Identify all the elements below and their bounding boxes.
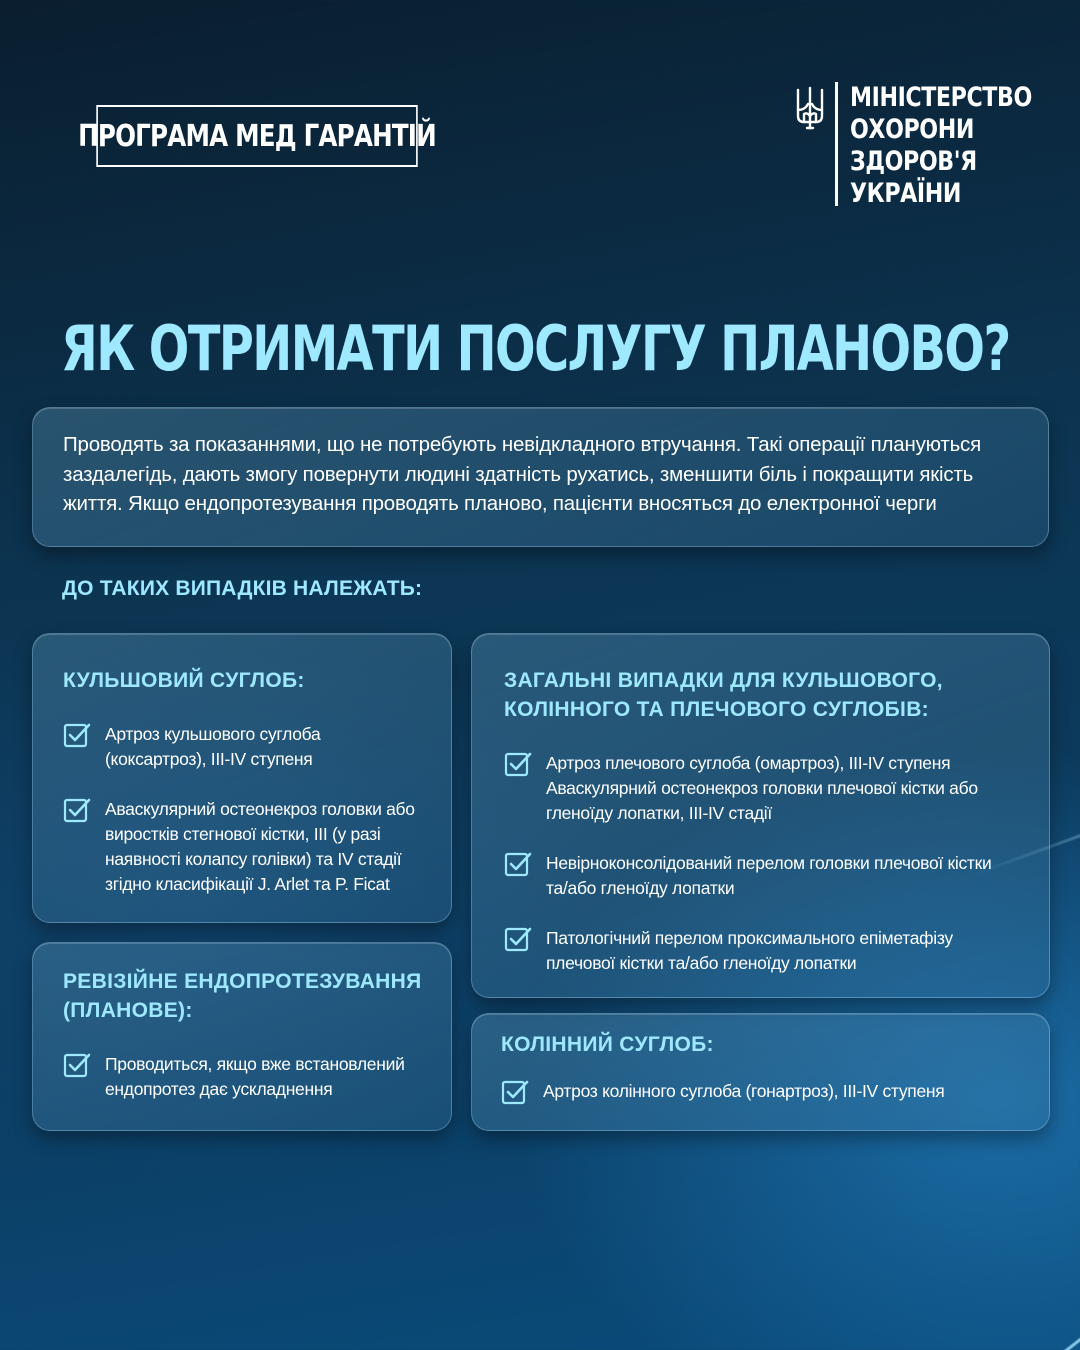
item-line: Аваскулярний остеонекроз головки або xyxy=(105,799,415,819)
checkbox-checked-icon xyxy=(501,1078,529,1106)
hip-joint-card xyxy=(32,633,452,923)
list-item xyxy=(501,1079,1029,1111)
ministry-line: МІНІСТЕРСТВО xyxy=(850,82,1032,113)
checkbox-checked-icon xyxy=(504,750,532,778)
intro-text xyxy=(63,430,1020,519)
item-text xyxy=(546,926,953,976)
trident-icon xyxy=(795,86,825,132)
ministry-name xyxy=(850,82,1072,210)
card-title-line: КОЛІННОГО ТА ПЛЕЧОВОГО СУГЛОБІВ: xyxy=(504,698,929,721)
item-line: та/або гленоїду лопатки xyxy=(546,878,735,898)
checkbox-checked-icon xyxy=(63,721,91,749)
item-line: Артроз кульшового суглоба xyxy=(105,724,321,744)
ministry-line: ЗДОРОВ'Я xyxy=(850,146,977,177)
item-line: Артроз плечового суглоба (омартроз), III-IV ступеня xyxy=(546,753,951,773)
cases-heading: ДО ТАКИХ ВИПАДКІВ НАЛЕЖАТЬ: xyxy=(62,577,423,600)
checkbox-checked-icon xyxy=(63,1051,91,1079)
ministry-line: ОХОРОНИ xyxy=(850,114,974,145)
ministry-logo xyxy=(795,82,1072,210)
item-line: гленоїду лопатки, III-IV стадії xyxy=(546,803,772,823)
item-line: Проводиться, якщо вже встановлений xyxy=(105,1054,405,1074)
card-title: КУЛЬШОВИЙ СУГЛОБ: xyxy=(63,669,305,692)
item-text xyxy=(546,751,978,826)
card-title: КОЛІННИЙ СУГЛОБ: xyxy=(501,1033,714,1056)
item-line: плечової кістки та/або гленоїду лопатки xyxy=(546,953,857,973)
item-text xyxy=(546,851,991,901)
card-title xyxy=(504,666,1029,724)
list-item xyxy=(504,926,1029,976)
item-text xyxy=(105,1052,405,1102)
program-label: ПРОГРАМА МЕД ГАРАНТІЙ xyxy=(78,118,436,154)
card-title-line: (ПЛАНОВЕ): xyxy=(63,999,193,1022)
item-line: (коксартроз), III-IV ступеня xyxy=(105,749,313,769)
card-title-line: ЗАГАЛЬНІ ВИПАДКИ ДЛЯ КУЛЬШОВОГО, xyxy=(504,669,943,692)
list-item xyxy=(63,797,431,897)
logo-divider xyxy=(835,82,838,206)
light-streak xyxy=(709,1307,1080,1350)
item-line: Артроз колінного суглоба (гонартроз), III-IV ступеня xyxy=(543,1081,945,1101)
item-line: ендопротез дає ускладнення xyxy=(105,1079,333,1099)
card-title-line: РЕВІЗІЙНЕ ЕНДОПРОТЕЗУВАННЯ xyxy=(63,970,422,993)
item-text xyxy=(105,722,320,772)
intro-line: Проводять за показаннями, що не потребують невідкладного втручання. Такі операції плануються xyxy=(63,433,981,456)
general-cases-card xyxy=(471,633,1050,998)
item-line: Невірноконсолідований перелом головки плечової кістки xyxy=(546,853,992,873)
list-item xyxy=(504,751,1029,826)
item-line: згідно класифікації J. Arlet та P. Ficat xyxy=(105,874,390,894)
item-line: Аваскулярний остеонекроз головки плечової кістки або xyxy=(546,778,978,798)
item-line: Патологічний перелом проксимального епіметафізу xyxy=(546,928,953,948)
page-title: ЯК ОТРИМАТИ ПОСЛУГУ ПЛАНОВО? xyxy=(61,312,1010,385)
list-item xyxy=(63,1052,431,1102)
item-text xyxy=(543,1079,944,1104)
intro-line: життя. Якщо ендопротезування проводять планово, пацієнти вносяться до електронної черги xyxy=(63,492,937,515)
knee-joint-card xyxy=(471,1013,1050,1131)
light-streak xyxy=(883,1337,1080,1350)
list-item xyxy=(504,851,1029,901)
checkbox-checked-icon xyxy=(504,925,532,953)
revision-card xyxy=(32,942,452,1131)
intro-card xyxy=(32,407,1049,547)
program-label-box xyxy=(78,105,436,167)
item-line: наявності колапсу голівки) та IV стадії xyxy=(105,849,402,869)
intro-line: заздалегідь, дають змогу повернути людині здатність рухатись, зменшити біль і покращити якість xyxy=(63,462,974,486)
card-title xyxy=(63,967,431,1025)
ministry-line: УКРАЇНИ xyxy=(850,178,961,209)
item-text xyxy=(105,797,415,897)
checkbox-checked-icon xyxy=(504,850,532,878)
checkbox-checked-icon xyxy=(63,796,91,824)
list-item xyxy=(63,722,431,772)
item-line: виростків стегнової кістки, III (у разі xyxy=(105,824,381,844)
